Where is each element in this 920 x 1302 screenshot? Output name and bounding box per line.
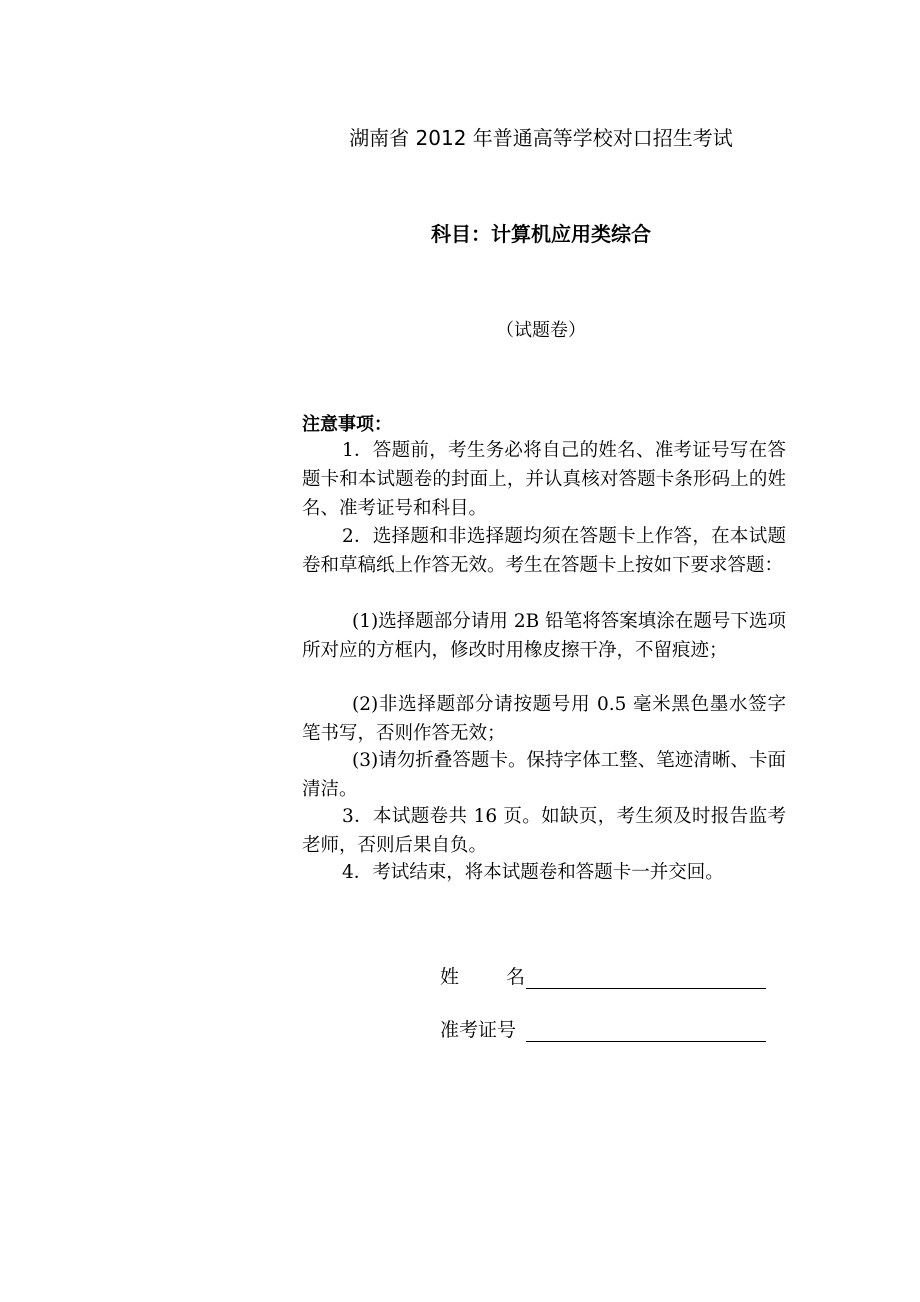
notice-item-3: 3．本试题卷共 16 页。如缺页，考生须及时报告监考老师，否则后果自负。 <box>302 806 786 856</box>
paper-type-label: （试题卷） <box>496 320 586 341</box>
name-field <box>440 962 766 989</box>
ticket-number-label: 准考证号 <box>440 1019 517 1041</box>
notice-subitem-1: (1)选择题部分请用 2B 铅笔将答案填涂在题号下选项所对应的方框内，修改时用橡皮擦干净，不留痕迹； <box>302 611 786 661</box>
name-field-label: 姓名 <box>440 966 573 988</box>
name-blank-line[interactable] <box>526 968 766 989</box>
notice-item-2: 2．选择题和非选择题均须在答题卡上作答，在本试题卷和草稿纸上作答无效。考生在答题卡上按如下要求答题： <box>302 526 786 576</box>
ticket-number-field <box>440 1015 766 1042</box>
notice-heading: 注意事项： <box>302 414 392 435</box>
notice-item-4: 4．考试结束，将本试题卷和答题卡一并交回。 <box>342 862 724 883</box>
notice-item-1: 1．答题前，考生务必将自己的姓名、准考证号写在答题卡和本试题卷的封面上，并认真核对答题卡条形码上的姓名、准考证号和科目。 <box>302 440 786 519</box>
notice-subitem-2: (2)非选择题部分请按题号用 0.5 毫米黑色墨水签字笔书写，否则作答无效； <box>302 694 786 744</box>
subject-line: 科目：计算机应用类综合 <box>431 222 651 246</box>
exam-title: 湖南省 2012 年普通高等学校对口招生考试 <box>349 126 733 150</box>
ticket-number-blank-line[interactable] <box>526 1021 766 1042</box>
notice-subitem-3: (3)请勿折叠答题卡。保持字体工整、笔迹清晰、卡面清洁。 <box>302 750 786 800</box>
